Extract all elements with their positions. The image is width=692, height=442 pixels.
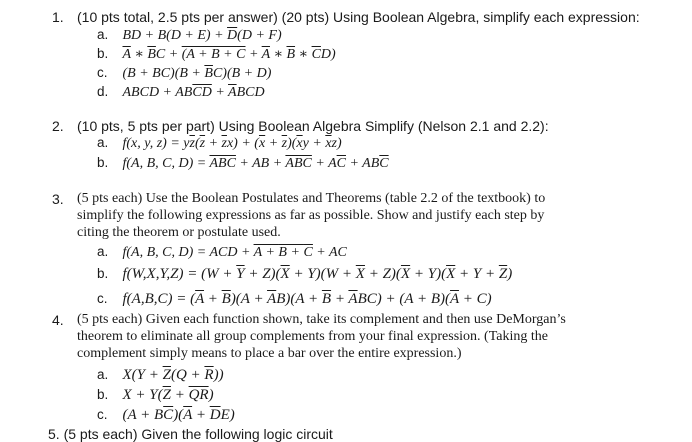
q1-item-d: [97, 84, 265, 101]
q1-item-b-expr: $\overline{A}$ ∗ $\overline{B}C + (A + B + C + \overline{A}$ ∗ $\overline{B}$ ∗ $\overline{C}D$): [122, 47, 336, 62]
q1-item-c-expr: $(B + BC)(B + \overline{B}C)(B + D)$: [122, 66, 272, 81]
q1-item-b: [97, 46, 336, 63]
question-3-number: 3.: [52, 191, 64, 207]
q3-item-b: [97, 266, 512, 283]
truncated-question-5-text: 5. (5 pts each) Given the following logic circuit: [48, 426, 333, 442]
q1-item-c: [97, 65, 271, 82]
q1-item-a-label: a.: [97, 27, 109, 42]
q2-item-b-expr: f(A, B, C, $D) = \overline{ABC}$ + AB + $\overline{ABC} + A\overline{C} + AB\overline{C}$: [122, 156, 389, 171]
q4-item-a-expr: $X(Y + \overline{Z}(Q + \overline{R}))$: [122, 367, 224, 383]
q2-item-a: [97, 135, 342, 152]
question-1-text: (10 pts total, 2.5 pts per answer) (20 pts) Using Boolean Algebra, simplify each expression:: [77, 9, 640, 25]
question-3-text-line-2: simplify the following expressions as far as possible. Show and justify each step by: [77, 208, 545, 223]
truncated-question-5: [48, 426, 368, 442]
q1-item-a: [97, 27, 282, 44]
q4-item-c: [97, 407, 235, 424]
question-3-text-line-3: citing the theorem or postulate used.: [77, 225, 281, 240]
q3-item-a-expr: f(A, B, C, D) = ACD + A + B + C + AC: [122, 245, 347, 260]
q3-item-c-label: c.: [97, 291, 108, 306]
q2-item-a-label: a.: [97, 135, 109, 150]
question-3-text-line-1: (5 pts each) Use the Boolean Postulates and Theorems (table 2.2 of the textbook) to: [77, 191, 546, 206]
q3-item-b-expr: $f(W,X,Y,Z) = (W + \overline{Y} + Z)(\overline{X} + Y)(W + \overline{X} + Z)(\overline{X} + Y)(\overline{X} + Y + \overline{Z})$: [122, 266, 513, 282]
q2-item-b: [97, 155, 389, 172]
q4-item-c-label: c.: [97, 407, 108, 422]
q3-item-c: [97, 291, 492, 308]
q4-item-b: [97, 387, 214, 404]
q1-item-d-expr: ABCD + $AB\overline{CD} + \overline{A}BCD$: [122, 85, 265, 100]
q4-item-a: [97, 367, 224, 384]
q3-item-c-expr: $f(A,B,C) = (\overline{A} + \overline{B})(A + \overline{A}B)(A + \overline{B} + \overline{A}BC) + (A + B)(\overline{A} + C)$: [122, 291, 492, 307]
question-4-text-line-1: (5 pts each) Given each function shown, take its complement and then use DeMorgan’s: [77, 312, 566, 327]
question-4-text-line-2: theorem to eliminate all group complements from your final expression. (Taking the: [77, 329, 549, 344]
q2-item-a-expr: f(x, y, $z) = y\overline{z}(\overline{z} + \overline{z}x) + (\overline{x} + \overline{z})(\overline{x}y + \overline{x}z)$: [122, 136, 342, 151]
question-2-text: (10 pts, 5 pts per part) Using Boolean Algebra Simplify (Nelson 2.1 and 2.2):: [77, 118, 549, 134]
question-1-number: 1.: [52, 9, 64, 25]
q2-item-b-label: b.: [97, 155, 109, 170]
q1-item-d-label: d.: [97, 84, 109, 99]
q3-item-a: [97, 244, 347, 261]
q4-item-c-expr: $(A + B\overline{C})(\overline{A} + \overline{D}E)$: [122, 407, 235, 423]
q4-item-b-expr: $X + Y(\overline{Z} + \overline{QR})$: [122, 387, 214, 403]
question-4-text-line-3: complement simply means to place a bar over the entire expression.): [77, 346, 462, 361]
q3-item-a-label: a.: [97, 244, 109, 259]
q1-item-c-label: c.: [97, 65, 108, 80]
q1-item-a-expr: BD + $B(D + E) + \overline{D}(D + F)$: [122, 28, 282, 43]
question-4-number: 4.: [52, 312, 64, 328]
q4-item-a-label: a.: [97, 367, 109, 382]
q4-item-b-label: b.: [97, 387, 109, 402]
q1-item-b-label: b.: [97, 46, 109, 61]
question-2-number: 2.: [52, 118, 64, 134]
q3-item-b-label: b.: [97, 266, 109, 281]
